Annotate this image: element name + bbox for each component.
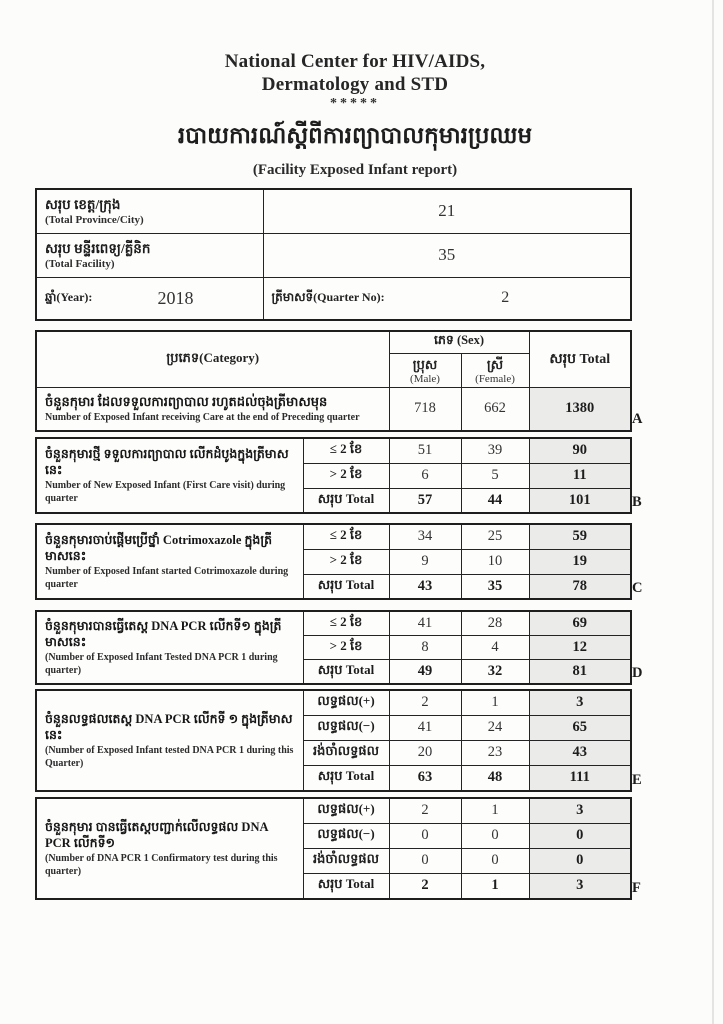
male-value-cell: 63 bbox=[389, 765, 461, 791]
female-value-cell: 28 bbox=[461, 611, 529, 635]
section-e-table bbox=[35, 689, 632, 792]
main-table bbox=[35, 330, 632, 432]
male-value-cell: 0 bbox=[389, 848, 461, 873]
row-label-cell: ≤ 2 ខែ bbox=[303, 524, 389, 549]
male-value-cell: 9 bbox=[389, 549, 461, 574]
section-d-label-khmer: ចំនួនកុមារបានធ្វើតេស្ត DNA PCR លើកទី១ ក្នុងត្រីមាសនេះ bbox=[45, 619, 282, 649]
female-value-cell: 4 bbox=[461, 635, 529, 659]
section-d-table bbox=[35, 610, 632, 685]
row-label-cell: លទ្ធផល(+) bbox=[303, 798, 389, 823]
table-row bbox=[36, 438, 631, 463]
facility-label-cell bbox=[36, 233, 263, 277]
section-marker-e: E bbox=[632, 772, 642, 788]
male-value-cell: 718 bbox=[389, 387, 461, 431]
row-label-cell: សរុប Total bbox=[303, 873, 389, 899]
male-value-cell: 2 bbox=[389, 690, 461, 715]
row-label-cell: ≤ 2 ខែ bbox=[303, 611, 389, 635]
male-value-cell: 2 bbox=[389, 798, 461, 823]
female-value-cell: 35 bbox=[461, 574, 529, 599]
section-marker-c: C bbox=[632, 580, 643, 596]
summary-table bbox=[35, 188, 632, 321]
male-value-cell: 57 bbox=[389, 488, 461, 513]
report-title-english: (Facility Exposed Infant report) bbox=[252, 162, 458, 178]
section-e-label-cell bbox=[36, 690, 303, 791]
year-value: 2018 bbox=[157, 287, 194, 308]
total-value-cell: 81 bbox=[529, 659, 631, 684]
table-row bbox=[36, 189, 631, 233]
facility-value-cell: 35 bbox=[263, 233, 631, 277]
total-value-cell: 1380 bbox=[529, 387, 631, 431]
row-label-cell: សរុប Total bbox=[303, 659, 389, 684]
year-cell bbox=[36, 277, 263, 320]
row-label-cell: > 2 ខែ bbox=[303, 463, 389, 488]
section-f-label-english: (Number of DNA PCR 1 Confirmatory test during this quarter) bbox=[45, 853, 278, 877]
section-d-label-english: (Number of Exposed Infant Tested DNA PCR 1 during quarter) bbox=[45, 652, 278, 676]
table-row bbox=[36, 331, 631, 353]
total-value-cell: 78 bbox=[529, 574, 631, 599]
quarter-value: 2 bbox=[501, 289, 510, 307]
section-c-label-english: Number of Exposed Infant started Cotrimoxazole during quarter bbox=[45, 566, 289, 590]
table-row bbox=[36, 524, 631, 549]
male-value-cell: 2 bbox=[389, 873, 461, 899]
quarter-cell bbox=[263, 277, 631, 320]
section-f-label-khmer: ចំនួនកុមារ បានធ្វើតេស្តបញ្ជាក់លើលទ្ធផល DNA PCR លើកទី១ bbox=[45, 820, 268, 850]
row-label-cell: សរុប Total bbox=[303, 488, 389, 513]
female-value-cell: 25 bbox=[461, 524, 529, 549]
province-label-cell bbox=[36, 189, 263, 233]
section-c-label-cell bbox=[36, 524, 303, 599]
total-value-cell: 111 bbox=[529, 765, 631, 791]
male-value-cell: 34 bbox=[389, 524, 461, 549]
total-value-cell: 3 bbox=[529, 798, 631, 823]
section-a-label-cell bbox=[36, 387, 389, 431]
org-name-line2: Dermatology and STD bbox=[261, 74, 449, 95]
facility-label-english: (Total Facility) bbox=[45, 257, 115, 270]
total-value-cell: 0 bbox=[529, 848, 631, 873]
table-row bbox=[36, 277, 631, 320]
section-b-label-english: Number of New Exposed Infant (First Care visit) during quarter bbox=[45, 480, 286, 504]
female-value-cell: 1 bbox=[461, 873, 529, 899]
table-row bbox=[36, 387, 631, 431]
org-name-line1: National Center for HIV/AIDS, bbox=[224, 51, 486, 72]
total-value-cell: 43 bbox=[529, 740, 631, 765]
row-label-cell: ≤ 2 ខែ bbox=[303, 438, 389, 463]
female-value-cell: 662 bbox=[461, 387, 529, 431]
male-value-cell: 41 bbox=[389, 611, 461, 635]
female-value-cell: 44 bbox=[461, 488, 529, 513]
section-marker-a: A bbox=[632, 411, 643, 427]
table-row bbox=[36, 611, 631, 635]
male-header-khmer: ប្រុស bbox=[412, 356, 438, 372]
section-marker-b: B bbox=[632, 494, 642, 510]
male-value-cell: 51 bbox=[389, 438, 461, 463]
total-value-cell: 19 bbox=[529, 549, 631, 574]
female-value-cell: 10 bbox=[461, 549, 529, 574]
total-value-cell: 12 bbox=[529, 635, 631, 659]
female-value-cell: 5 bbox=[461, 463, 529, 488]
male-header-cell bbox=[389, 353, 461, 387]
report-header bbox=[30, 50, 680, 179]
table-row bbox=[36, 798, 631, 823]
section-e-label-khmer: ចំនួនលទ្ធផលតេស្ត DNA PCR លើកទី ១ ក្នុងត្រីមាសនេះ bbox=[45, 712, 293, 742]
row-label-cell: > 2 ខែ bbox=[303, 635, 389, 659]
male-value-cell: 0 bbox=[389, 823, 461, 848]
stars-divider: ***** bbox=[330, 96, 380, 111]
quarter-label: ត្រីមាសទី(Quarter No): bbox=[271, 290, 385, 305]
total-value-cell: 59 bbox=[529, 524, 631, 549]
report-title-khmer: របាយការណ៍ស្តីពីការព្យាបាលកុមារប្រឈម bbox=[177, 123, 533, 148]
category-header-cell: ប្រភេទ(Category) bbox=[36, 331, 389, 387]
section-b-label-cell bbox=[36, 438, 303, 513]
female-value-cell: 0 bbox=[461, 823, 529, 848]
male-value-cell: 8 bbox=[389, 635, 461, 659]
province-value-cell: 21 bbox=[263, 189, 631, 233]
section-d-label-cell bbox=[36, 611, 303, 684]
total-value-cell: 101 bbox=[529, 488, 631, 513]
section-f-table bbox=[35, 797, 632, 900]
table-row bbox=[36, 233, 631, 277]
row-label-cell: រង់ចាំលទ្ធផល bbox=[303, 848, 389, 873]
row-label-cell: រង់ចាំលទ្ធផល bbox=[303, 740, 389, 765]
total-value-cell: 65 bbox=[529, 715, 631, 740]
male-value-cell: 43 bbox=[389, 574, 461, 599]
female-value-cell: 23 bbox=[461, 740, 529, 765]
row-label-cell: > 2 ខែ bbox=[303, 549, 389, 574]
total-value-cell: 3 bbox=[529, 873, 631, 899]
female-value-cell: 39 bbox=[461, 438, 529, 463]
female-value-cell: 1 bbox=[461, 690, 529, 715]
province-label-english: (Total Province/City) bbox=[45, 213, 144, 226]
sex-header-cell: ភេទ (Sex) bbox=[389, 331, 529, 353]
total-value-cell: 69 bbox=[529, 611, 631, 635]
row-label-cell: សរុប Total bbox=[303, 574, 389, 599]
female-value-cell: 24 bbox=[461, 715, 529, 740]
section-marker-d: D bbox=[632, 665, 643, 681]
male-value-cell: 20 bbox=[389, 740, 461, 765]
row-label-cell: លទ្ធផល(+) bbox=[303, 690, 389, 715]
section-b-label-khmer: ចំនួនកុមារថ្មី ទទួលការព្យាបាល លើកដំបូងក្នុងត្រីមាសនេះ bbox=[45, 447, 289, 477]
total-value-cell: 90 bbox=[529, 438, 631, 463]
section-e-label-english: (Number of Exposed Infant tested DNA PCR 1 during this Quarter) bbox=[45, 745, 294, 769]
male-value-cell: 49 bbox=[389, 659, 461, 684]
year-label: ឆ្នាំ(Year): bbox=[45, 290, 93, 305]
male-header-english: (Male) bbox=[410, 372, 440, 385]
province-label-khmer: សរុប ខេត្ត/ក្រុង bbox=[45, 196, 121, 212]
section-b-table bbox=[35, 437, 632, 514]
female-header-cell bbox=[461, 353, 529, 387]
section-a-label-khmer: ចំនួនកុមារ ដែលទទួលការព្យាបាល រហូតដល់ចុងត្រីមាសមុន bbox=[45, 393, 328, 409]
row-label-cell: សរុប Total bbox=[303, 765, 389, 791]
row-label-cell: លទ្ធផល(−) bbox=[303, 823, 389, 848]
female-value-cell: 48 bbox=[461, 765, 529, 791]
total-header-cell: សរុប Total bbox=[529, 331, 631, 387]
total-value-cell: 11 bbox=[529, 463, 631, 488]
male-value-cell: 6 bbox=[389, 463, 461, 488]
female-value-cell: 1 bbox=[461, 798, 529, 823]
facility-label-khmer: សរុប មន្ទីរពេទ្យ/គ្លីនិក bbox=[45, 240, 151, 256]
female-header-english: (Female) bbox=[475, 372, 515, 385]
section-a-label-english: Number of Exposed Infant receiving Care at the end of Preceding quarter bbox=[45, 411, 360, 423]
section-marker-f: F bbox=[632, 880, 641, 896]
scan-edge-line bbox=[712, 0, 714, 1024]
row-label-cell: លទ្ធផល(−) bbox=[303, 715, 389, 740]
section-c-label-khmer: ចំនួនកុមារចាប់ផ្តើមប្រើថ្នាំ Cotrimoxazole ក្នុងត្រីមាសនេះ bbox=[45, 533, 273, 563]
female-value-cell: 0 bbox=[461, 848, 529, 873]
table-row bbox=[36, 690, 631, 715]
section-c-table bbox=[35, 523, 632, 600]
female-value-cell: 32 bbox=[461, 659, 529, 684]
male-value-cell: 41 bbox=[389, 715, 461, 740]
section-f-label-cell bbox=[36, 798, 303, 899]
female-header-khmer: ស្រី bbox=[486, 356, 504, 372]
total-value-cell: 0 bbox=[529, 823, 631, 848]
total-value-cell: 3 bbox=[529, 690, 631, 715]
